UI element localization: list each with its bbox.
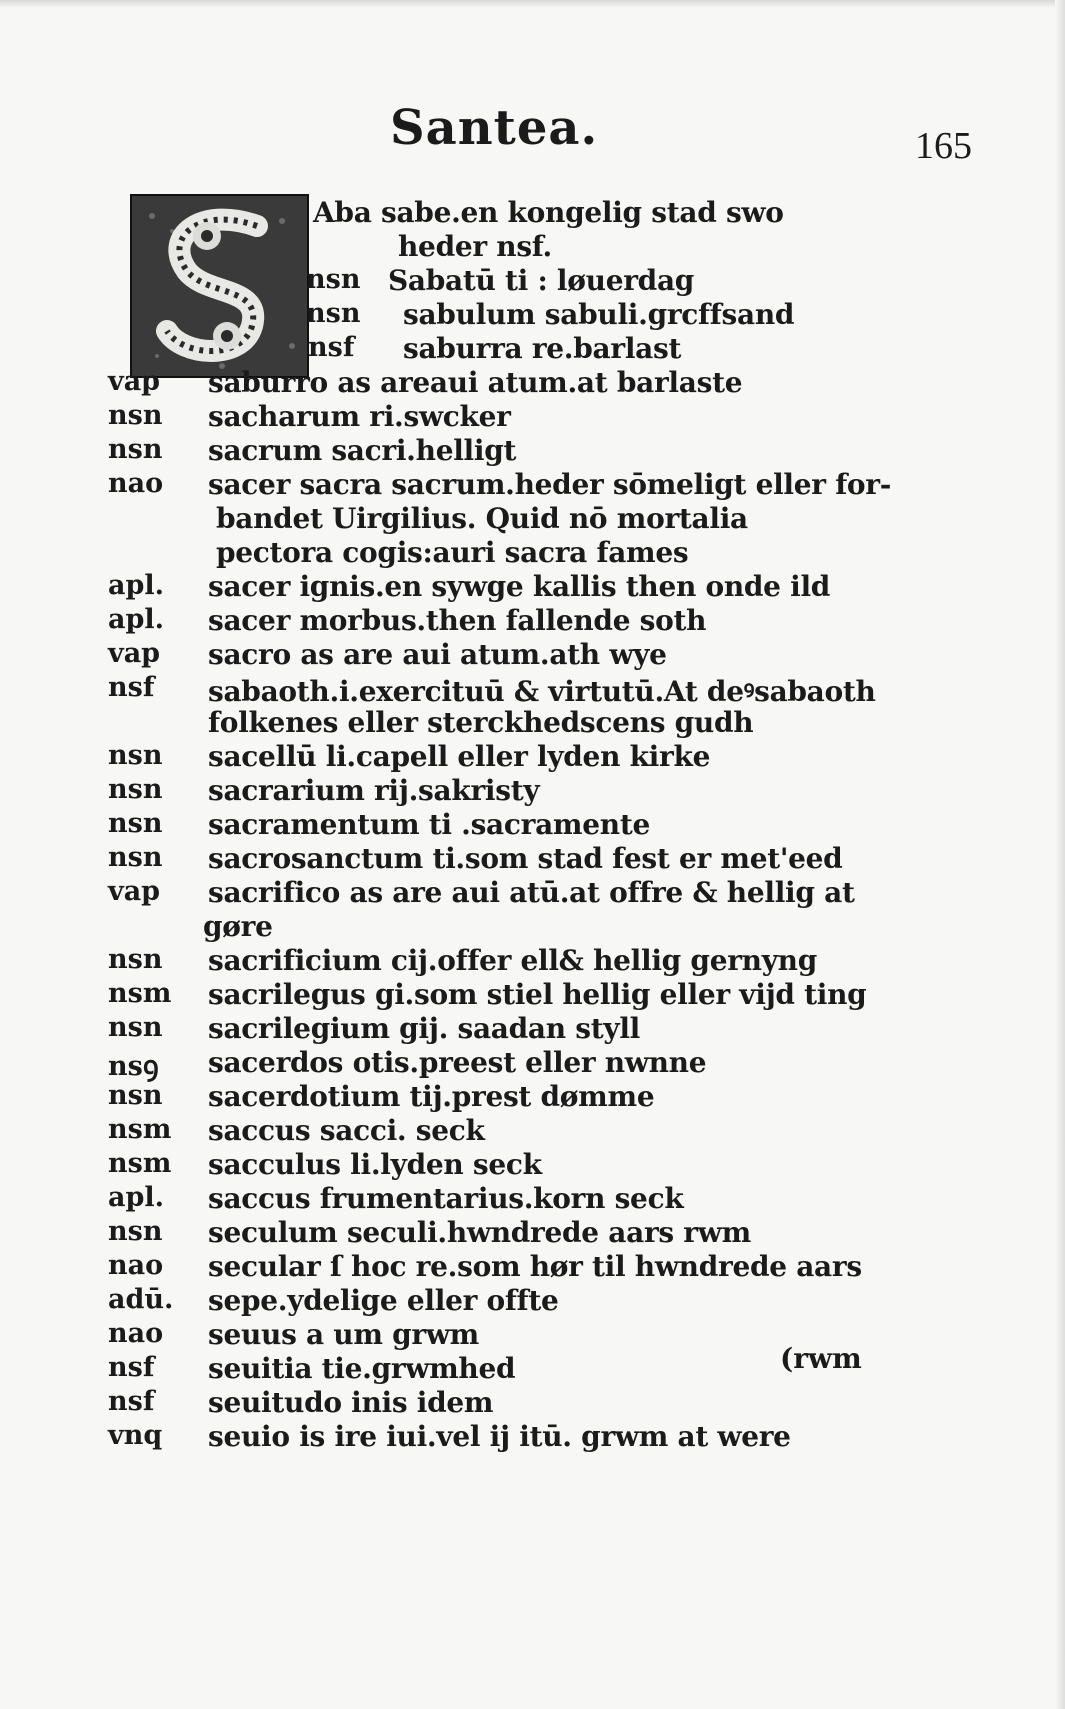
grammar-code: nsf — [108, 672, 155, 703]
dictionary-entry — [108, 366, 1008, 400]
entry-text: seuitudo inis idem — [208, 1386, 494, 1419]
page-edge-top — [0, 0, 1065, 8]
entry-text: saccus frumentarius.korn seck — [208, 1182, 684, 1215]
dictionary-entry — [108, 604, 1008, 638]
dictionary-entry — [108, 1182, 1008, 1216]
entry-text: sacro as are aui atum.ath wye — [208, 638, 667, 671]
dictionary-entry — [108, 842, 1008, 876]
grammar-code: nsn — [108, 740, 163, 771]
dictionary-entry-continuation — [108, 706, 1008, 740]
dictionary-entry — [108, 1386, 1008, 1420]
dictionary-entry — [108, 1352, 1008, 1386]
dictionary-entry — [108, 672, 1008, 706]
grammar-code: vap — [108, 366, 161, 397]
grammar-code: nsn — [108, 842, 163, 873]
grammar-code: nsn — [108, 944, 163, 975]
dictionary-entry — [108, 1216, 1008, 1250]
entry-text: sacrosanctum ti.som stad fest er met'eed — [208, 842, 843, 875]
dictionary-entry — [108, 400, 1008, 434]
grammar-code: nsf — [108, 1386, 155, 1417]
entry-text: sacrarium rij.sakristy — [208, 774, 540, 807]
grammar-code: nao — [108, 468, 164, 499]
grammar-code: apl. — [108, 570, 165, 601]
dictionary-entry — [108, 1080, 1008, 1114]
dictionary-entry — [108, 740, 1008, 774]
entry-text: sacer ignis.en sywge kallis then onde ild — [208, 570, 831, 603]
dictionary-entry-continuation — [108, 502, 1008, 536]
entry-text: seuitia tie.grwmhed — [208, 1352, 516, 1385]
entry-text: Sabatū ti : løuerdag — [388, 264, 695, 297]
grammar-code: nsꝯ — [108, 1051, 159, 1082]
dictionary-entry — [108, 774, 1008, 808]
entry-text: sacrificium cij.offer ell& hellig gernyng — [208, 944, 818, 977]
entry-text: sacrum sacri.helligt — [208, 434, 517, 467]
dictionary-entry — [108, 1250, 1008, 1284]
grammar-code: nsm — [108, 1148, 172, 1179]
dictionary-entry — [108, 638, 1008, 672]
entry-text: sacrifico as are aui atū.at offre & hellig at — [208, 876, 855, 909]
dictionary-entry-continuation — [108, 536, 1008, 570]
dictionary-entry-continuation — [108, 910, 1008, 944]
entry-text: saburra re.barlast — [403, 332, 682, 365]
entry-text: seuio is ire iui.vel ij itū. grwm at were — [208, 1420, 791, 1453]
dictionary-entry — [108, 978, 1008, 1012]
grammar-code: vnq — [108, 1420, 163, 1451]
entry-text: saccus sacci. seck — [208, 1114, 485, 1147]
entry-text: bandet Uirgilius. Quid nō mortalia — [216, 502, 748, 535]
entry-text: sacculus li.lyden seck — [208, 1148, 542, 1181]
dictionary-entry — [108, 230, 1008, 264]
grammar-code: nsm — [108, 978, 172, 1009]
grammar-code: apl. — [108, 1182, 165, 1213]
entry-text: folkenes eller sterckhedscens gudh — [208, 706, 754, 739]
entry-text: sacrilegium gij. saadan styll — [208, 1012, 640, 1045]
grammar-code: nao — [108, 1250, 164, 1281]
grammar-code: nsn — [108, 774, 163, 805]
grammar-code: nao — [108, 1318, 164, 1349]
grammar-code: nsf — [308, 332, 355, 363]
dictionary-entry — [108, 876, 1008, 910]
entry-text: sacerdotium tij.prest dømme — [208, 1080, 655, 1113]
entry-text: sacerdos otis.preest eller nwnne — [208, 1046, 707, 1079]
dictionary-entry — [108, 1284, 1008, 1318]
entry-text: heder nsf. — [398, 230, 552, 263]
dictionary-entries — [108, 196, 1008, 1454]
dictionary-entry — [108, 944, 1008, 978]
grammar-code: vap — [108, 876, 161, 907]
entry-text: sacer sacra sacrum.heder sōmeligt eller for- — [208, 468, 892, 501]
dictionary-entry — [108, 196, 1008, 230]
entry-text: sacer morbus.then fallende soth — [208, 604, 707, 637]
grammar-code: nsn — [306, 298, 361, 329]
grammar-code: nsn — [108, 400, 163, 431]
entry-text: sacharum ri.swcker — [208, 400, 511, 433]
grammar-code: nsn — [108, 808, 163, 839]
entry-text: seculum seculi.hwndrede aars rwm — [208, 1216, 751, 1249]
grammar-code: nsn — [108, 1012, 163, 1043]
grammar-code: nsn — [108, 434, 163, 465]
dictionary-entry — [108, 1148, 1008, 1182]
page-edge-right — [1055, 0, 1065, 1709]
entry-text: sabulum sabuli.grcffsand — [403, 298, 795, 331]
dictionary-entry — [108, 1420, 1008, 1454]
continuation-fragment: (rwm — [780, 1342, 862, 1375]
dictionary-entry — [108, 1012, 1008, 1046]
entry-text: gøre — [203, 910, 273, 943]
page-number: 165 — [915, 125, 972, 167]
grammar-code: adū. — [108, 1284, 174, 1315]
entry-text: seuus a um grwm — [208, 1318, 479, 1351]
grammar-code: nsf — [108, 1352, 155, 1383]
entry-text: sepe.ydelige eller offte — [208, 1284, 559, 1317]
entry-text: pectora cogis:auri sacra fames — [216, 536, 689, 569]
entry-text: sabaoth.i.exercituū & virtutū.At deꝰsabaoth — [208, 675, 876, 708]
grammar-code: apl. — [108, 604, 165, 635]
entry-text: secular ſ hoc re.som hør til hwndrede aars — [208, 1250, 862, 1283]
grammar-code: nsn — [108, 1080, 163, 1111]
dictionary-entry — [108, 1114, 1008, 1148]
dictionary-entry — [108, 468, 1008, 502]
grammar-code: vap — [108, 638, 161, 669]
dictionary-entry — [108, 808, 1008, 842]
dictionary-entry — [108, 298, 1008, 332]
entry-text: saburro as areaui atum.at barlaste — [208, 366, 743, 399]
dictionary-entry — [108, 434, 1008, 468]
grammar-code: nsn — [306, 264, 361, 295]
dictionary-entry — [108, 1046, 1008, 1080]
entry-text: sacramentum ti .sacramente — [208, 808, 650, 841]
grammar-code: nsm — [108, 1114, 172, 1145]
entry-text: Aba sabe.en kongelig stad swo — [313, 196, 784, 229]
entry-text: sacellū li.capell eller lyden kirke — [208, 740, 711, 773]
grammar-code: nsn — [108, 1216, 163, 1247]
dictionary-entry — [108, 264, 1008, 298]
dictionary-entry — [108, 332, 1008, 366]
entry-text: sacrilegus gi.som stiel hellig eller vijd ting — [208, 978, 867, 1011]
dictionary-entry — [108, 570, 1008, 604]
dictionary-entry — [108, 1318, 1008, 1352]
page-title: Santea. — [390, 100, 599, 156]
